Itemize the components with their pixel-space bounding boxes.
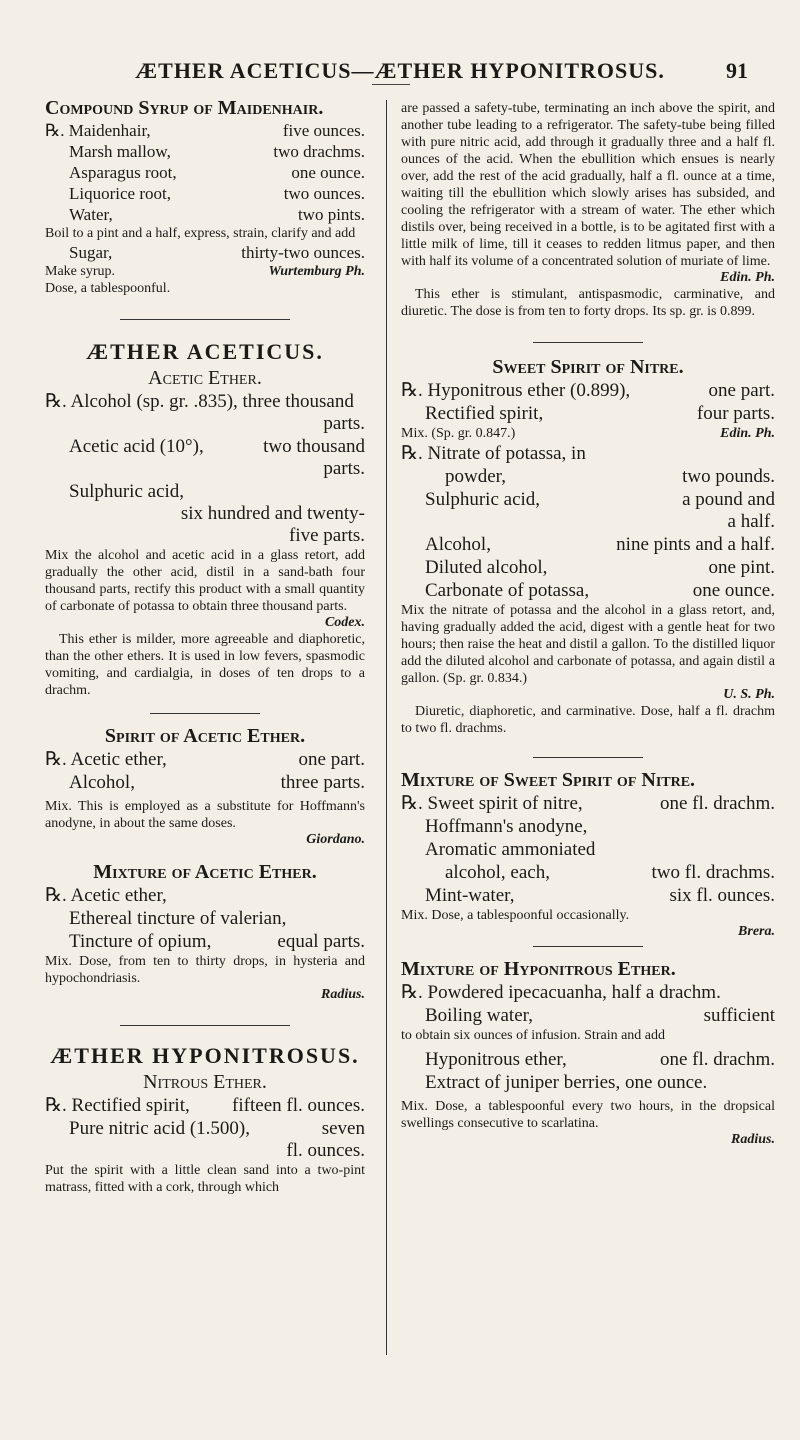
page-number: 91 bbox=[726, 58, 748, 83]
right-column bbox=[386, 100, 775, 1355]
direction-text: are passed a safety-tube, terminating an inch above the spirit, and another tube leading to a refrigerator. The safety-tube being filled with pure nitric acid, add through it gradually three and a half fl. ounces of the acid. When the ebullition which ensues is nearly over, add the rest of the acid gradually, half a fl. ounce at a time, waiting till the ebullition which slowly arises has subsided, and cooling the refrigerator with a stream of water. The ether which distils over, being received in a bottle, is to be agitated first with a little milk of lime, till it ceases to redden litmus paper, and then with half its volume of a concentrated solution of muriate of lime. bbox=[401, 101, 775, 269]
source-citation: Codex. bbox=[324, 615, 365, 630]
direction-text: Mix. Dose, a tablespoonful occasionally. bbox=[401, 908, 630, 923]
section-aether-aceticus bbox=[45, 338, 365, 699]
ingredient: Boiling water, sufficient bbox=[425, 1005, 775, 1026]
ingredient-continued: five parts. bbox=[289, 525, 365, 546]
ingredient: Extract of juniper berries, one ounce. bbox=[425, 1072, 708, 1093]
recipe-sweet-spirit bbox=[401, 355, 775, 737]
recipe-title: Mixture of Acetic Ether. bbox=[93, 861, 317, 883]
direction-text: to obtain six ounces of infusion. Strain and add bbox=[401, 1028, 666, 1043]
ingredient: Diluted alcohol, one pint. bbox=[425, 557, 775, 578]
section-subtitle: Nitrous Ether. bbox=[143, 1071, 267, 1093]
ingredient: Ethereal tincture of valerian, bbox=[69, 908, 287, 929]
section-divider bbox=[533, 342, 643, 343]
ingredient: Carbonate of potassa, one ounce. bbox=[425, 580, 775, 601]
section-divider bbox=[533, 946, 643, 947]
ingredient: Aromatic ammoniated bbox=[425, 839, 596, 860]
recipe-maidenhair bbox=[45, 96, 365, 297]
direction-text: Mix. This is employed as a substitute for Hoffmann's anodyne, in about the same doses. bbox=[45, 799, 365, 831]
ingredient: Sulphuric acid, bbox=[69, 481, 185, 502]
recipe-title: Compound Syrup of Maidenhair. bbox=[45, 97, 324, 119]
ingredient: Water, two pints. bbox=[69, 205, 365, 224]
ingredient: ℞. Rectified spirit, fifteen fl. ounces. bbox=[45, 1095, 365, 1116]
ingredient: alcohol, each, two fl. drachms. bbox=[445, 862, 775, 883]
ingredient: ℞. Powdered ipecacuanha, half a drachm. bbox=[401, 982, 721, 1003]
direction-text: Mix the alcohol and acetic acid in a glass retort, add gradually the other acid, distil in a sand-bath four thousand parts, rectify this product with a small quantity of carbonate of potassa to obtain three thousand parts. bbox=[45, 548, 365, 614]
direction-text: Put the spirit with a little clean sand into a two-pint matrass, fitted with a cork, through which bbox=[45, 1163, 365, 1195]
ingredient: Rectified spirit, four parts. bbox=[425, 403, 775, 424]
section-divider bbox=[150, 713, 260, 714]
ingredient: ℞. Maidenhair, five ounces. bbox=[45, 121, 365, 140]
ingredient: Hyponitrous ether, one fl. drachm. bbox=[425, 1049, 775, 1070]
ingredient: ℞. Acetic ether, bbox=[45, 885, 167, 906]
ingredient: Tincture of opium, equal parts. bbox=[69, 931, 365, 952]
ingredient: Sugar, thirty-two ounces. bbox=[69, 243, 365, 262]
section-divider bbox=[120, 319, 290, 320]
ingredient: ℞. Nitrate of potassa, in bbox=[401, 443, 586, 464]
recipe-mixture-hyponitrous bbox=[401, 957, 775, 1148]
section-divider bbox=[533, 757, 643, 758]
ingredient: Liquorice root, two ounces. bbox=[69, 184, 365, 203]
source-line: Make syrup. Wurtemburg Ph. bbox=[45, 264, 365, 279]
section-divider bbox=[120, 1025, 290, 1026]
recipe-title: Mixture of Sweet Spirit of Nitre. bbox=[401, 769, 696, 791]
description-text: This ether is stimulant, antispasmodic, carminative, and diuretic. The dose is from ten to forty drops. Its sp. gr. is 0.899. bbox=[401, 287, 775, 319]
recipe-mixture-acetic bbox=[45, 860, 365, 1003]
ingredient-continued: parts. bbox=[323, 458, 365, 479]
running-title: ÆTHER ACETICUS—ÆTHER HYPONITROSUS. bbox=[135, 58, 665, 83]
ingredient-amount: six hundred and twenty- bbox=[180, 503, 365, 524]
recipe-spirit-acetic bbox=[45, 724, 365, 848]
source-citation: Radius. bbox=[321, 987, 365, 1002]
source-line: Mix. (Sp. gr. 0.847.) Edin. Ph. bbox=[401, 426, 775, 441]
dose-text: Dose, a tablespoonful. bbox=[45, 281, 171, 296]
header-ornament bbox=[372, 84, 410, 85]
direction-text: Boil to a pint and a half, express, strain, clarify and add bbox=[45, 226, 356, 241]
ingredient: Alcohol, three parts. bbox=[69, 772, 365, 793]
section-title: ÆTHER ACETICUS. bbox=[86, 339, 324, 364]
ingredient: ℞. Alcohol (sp. gr. .835), three thousand bbox=[45, 391, 354, 412]
ingredient: Marsh mallow, two drachms. bbox=[69, 142, 365, 161]
recipe-mixture-sweet-spirit bbox=[401, 768, 775, 940]
section-subtitle: Acetic Ether. bbox=[148, 367, 262, 389]
direction-text: Mix the nitrate of potassa and the alcohol in a glass retort, and, having gradually added the acid, digest with a gentle heat for two hours; then raise the heat and distil a gallon. To the distilled liquor add the diluted alcohol and carbonate of potassa, and again distil a gallon. (Sp. gr. 0.834.) bbox=[401, 603, 775, 686]
ingredient: ℞. Acetic ether, one part. bbox=[45, 749, 365, 770]
description-text: Diuretic, diaphoretic, and carminative. Dose, half a fl. drachm to two fl. drachms. bbox=[401, 704, 775, 736]
ingredient-continued: parts. bbox=[323, 413, 365, 434]
source-citation: Giordano. bbox=[306, 832, 365, 847]
ingredient: ℞. Sweet spirit of nitre, one fl. drachm. bbox=[401, 793, 775, 814]
ingredient: Sulphuric acid, a pound and bbox=[425, 489, 775, 510]
ingredient: ℞. Hyponitrous ether (0.899), one part. bbox=[401, 380, 775, 401]
ingredient: Alcohol, nine pints and a half. bbox=[425, 534, 775, 555]
ingredient: Mint-water, six fl. ounces. bbox=[425, 885, 775, 906]
source-citation: Radius. bbox=[731, 1132, 775, 1147]
section-aether-hyponitrosus bbox=[45, 1042, 365, 1196]
recipe-title: Mixture of Hyponitrous Ether. bbox=[401, 958, 676, 980]
ingredient: Asparagus root, one ounce. bbox=[69, 163, 365, 182]
ingredient-continued: fl. ounces. bbox=[286, 1140, 365, 1161]
ingredient: Pure nitric acid (1.500), seven bbox=[69, 1118, 365, 1139]
hyponitrosus-continued bbox=[401, 100, 775, 320]
description-text: This ether is milder, more agreeable and diaphoretic, than the other ethers. It is used in low fevers, spasmodic vomiting, and cardialgia, in doses of ten drops to a drachm. bbox=[45, 632, 365, 698]
ingredient: Acetic acid (10°), two thousand bbox=[69, 436, 365, 457]
section-title: ÆTHER HYPONITROSUS. bbox=[50, 1043, 360, 1068]
left-column bbox=[45, 96, 365, 1196]
ingredient: Hoffmann's anodyne, bbox=[425, 816, 588, 837]
recipe-title: Sweet Spirit of Nitre. bbox=[492, 356, 684, 378]
direction-text: Mix. Dose, a tablespoonful every two hours, in the dropsical swellings consecutive to scarlatina. bbox=[401, 1099, 775, 1131]
source-citation: U. S. Ph. bbox=[723, 687, 775, 702]
recipe-title: Spirit of Acetic Ether. bbox=[104, 725, 306, 747]
direction-text: Mix. Dose, from ten to thirty drops, in hysteria and hypochondriasis. bbox=[45, 954, 365, 986]
ingredient: powder, two pounds. bbox=[445, 466, 775, 487]
ingredient-continued: a half. bbox=[727, 511, 775, 532]
source-citation: Edin. Ph. bbox=[720, 270, 775, 285]
source-citation: Brera. bbox=[738, 924, 775, 939]
